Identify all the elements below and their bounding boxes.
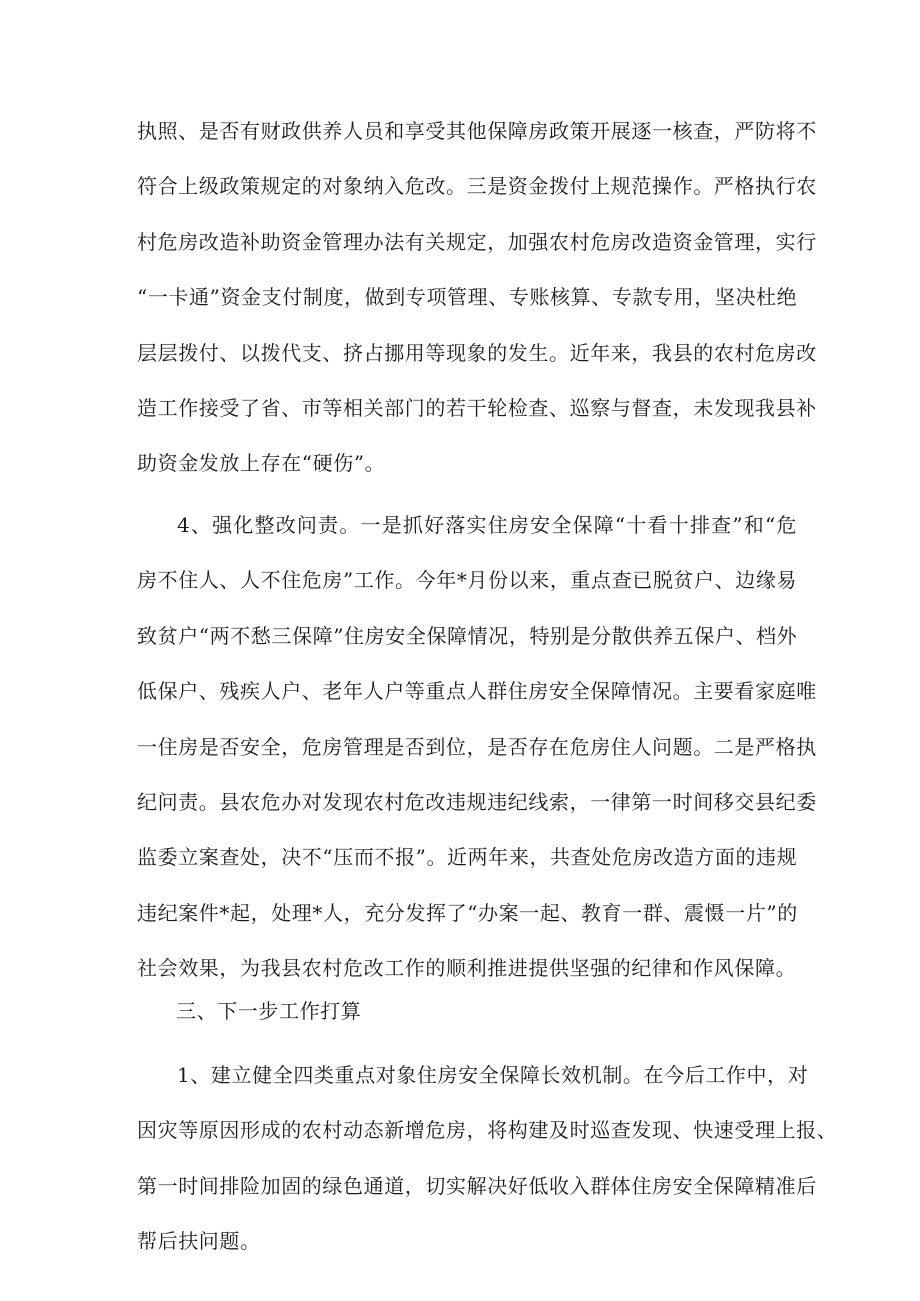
paragraph-1-line-3: 村危房改造补助资金管理办法有关规定，加强农村危房改造资金管理，实行 bbox=[137, 230, 817, 254]
paragraph-2-line-7: 监委立案查处，决不“压而不报”。近两年来，共查处危房改造方面的违规 bbox=[137, 845, 798, 869]
paragraph-3-line-2: 因灾等原因形成的农村动态新增危房，将构建及时巡查发现、快速受理上报、 bbox=[137, 1118, 838, 1142]
paragraph-3-line-1: 1、建立健全四类重点对象住房安全保障长效机制。在今后工作中，对 bbox=[177, 1063, 809, 1087]
paragraph-2-line-2: 房不住人、人不住危房”工作。今年*月份以来，重点查已脱贫户、边缘易 bbox=[137, 568, 798, 592]
paragraph-2-line-4: 低保户、残疾人户、老年人户等重点人群住房安全保障情况。主要看家庭唯 bbox=[137, 679, 817, 703]
section-heading: 三、下一步工作打算 bbox=[176, 999, 362, 1023]
paragraph-2-line-9: 社会效果，为我县农村危改工作的顺利推进提供坚强的纪律和作风保障。 bbox=[137, 956, 797, 980]
paragraph-3-line-4: 帮后扶问题。 bbox=[137, 1229, 261, 1253]
paragraph-1-line-4: “一卡通”资金支付制度，做到专项管理、专账核算、专款专用，坚决杜绝 bbox=[137, 285, 798, 309]
paragraph-1-line-1: 执照、是否有财政供养人员和享受其他保障房政策开展逐一核查，严防将不 bbox=[137, 119, 817, 143]
paragraph-2-line-8: 违纪案件*起，处理*人，充分发挥了“办案一起、教育一群、震慑一片”的 bbox=[137, 901, 798, 925]
paragraph-1-line-2: 符合上级政策规定的对象纳入危改。三是资金拨付上规范操作。严格执行农 bbox=[137, 174, 817, 198]
paragraph-3-line-3: 第一时间排险加固的绿色通道，切实解决好低收入群体住房安全保障精准后 bbox=[137, 1174, 817, 1198]
paragraph-2-line-3: 致贫户“两不愁三保障”住房安全保障情况，特别是分散供养五保户、档外 bbox=[137, 624, 798, 648]
paragraph-1-line-5: 层层拨付、以拨代支、挤占挪用等现象的发生。近年来，我县的农村危房改 bbox=[137, 341, 817, 365]
paragraph-2-line-6: 纪问责。县农危办对发现农村危改违规违纪线索，一律第一时间移交县纪委 bbox=[137, 790, 817, 814]
paragraph-2-line-5: 一住房是否安全，危房管理是否到位，是否存在危房住人问题。二是严格执 bbox=[137, 735, 817, 759]
paragraph-2-line-1: 4、强化整改问责。一是抓好落实住房安全保障“十看十排查”和“危 bbox=[177, 513, 797, 537]
paragraph-1-line-6: 造工作接受了省、市等相关部门的若干轮检查、巡察与督查，未发现我县补 bbox=[137, 396, 817, 420]
paragraph-1-line-7: 助资金发放上存在“硬伤”。 bbox=[137, 451, 386, 475]
